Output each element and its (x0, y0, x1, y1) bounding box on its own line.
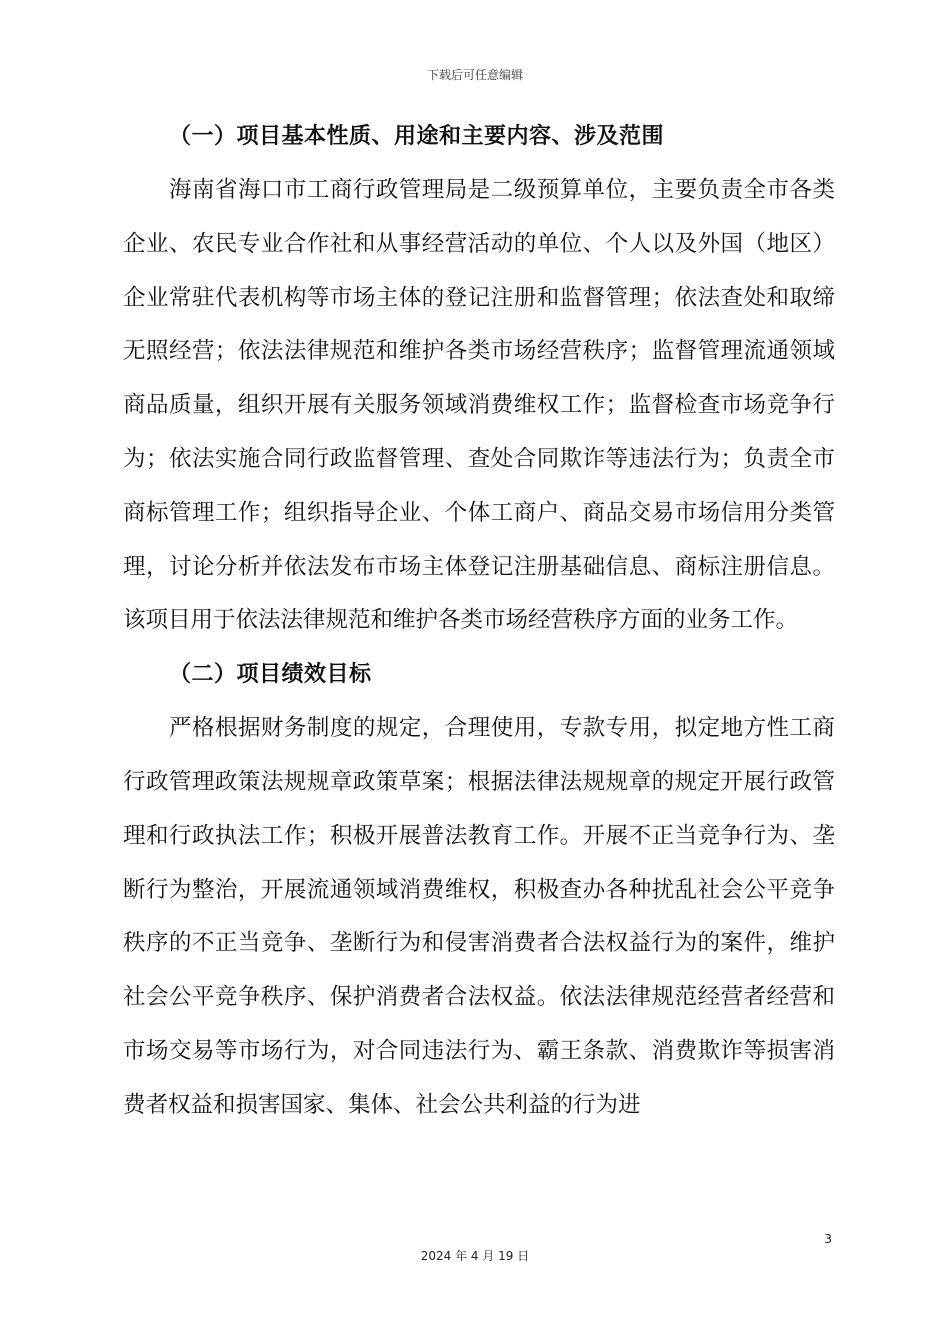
section-paragraph-1: 海南省海口市工商行政管理局是二级预算单位，主要负责全市各类企业、农民专业合作社和从事经营活动的单位、个人以及外国（地区）企业常驻代表机构等市场主体的登记注册和监督管理；依法查处和取缔无照经营；依法法律规范和维护各类市场经营秩序；监督管理流通领域商品质量，组织开展有关服务领域消费维权工作；监督检查市场竞争行为；依法实施合同行政监督管理、查处合同欺诈等违法行为；负责全市商标管理工作；组织指导企业、个体工商户、商品交易市场信用分类管理，讨论分析并依法发布市场主体登记注册基础信息、商标注册信息。该项目用于依法法律规范和维护各类市场经营秩序方面的业务工作。 (123, 177, 835, 634)
page-header: 下载后可任意编辑 (426, 68, 523, 82)
section-paragraph-2: 严格根据财务制度的规定，合理使用，专款专用，拟定地方性工商行政管理政策法规规章政策草案；根据法律法规规章的规定开展行政管理和行政执法工作；积极开展普法教育工作。开展不正当竞争行为、垄断行为整治，开展流通领域消费维权，积极查办各种扰乱社会公平竞争秩序的不正当竞争、垄断行为和侵害消费者合法权益行为的案件，维护社会公平竞争秩序、保护消费者合法权益。依法法律规范经营者经营和市场交易等市场行为，对合同违法行为、霸王条款、消费欺诈等损害消费者权益和损害国家、集体、社会公共利益的行为进 (123, 715, 835, 1118)
page-footer-date: 2024 年 4 月 19 日 (420, 1249, 530, 1263)
section-heading-1: （一）项目基本性质、用途和主要内容、涉及范围 (169, 124, 665, 149)
section-heading-2: （二）项目绩效目标 (169, 662, 372, 688)
document-body (123, 110, 835, 1133)
page-number: 3 (824, 1232, 832, 1246)
